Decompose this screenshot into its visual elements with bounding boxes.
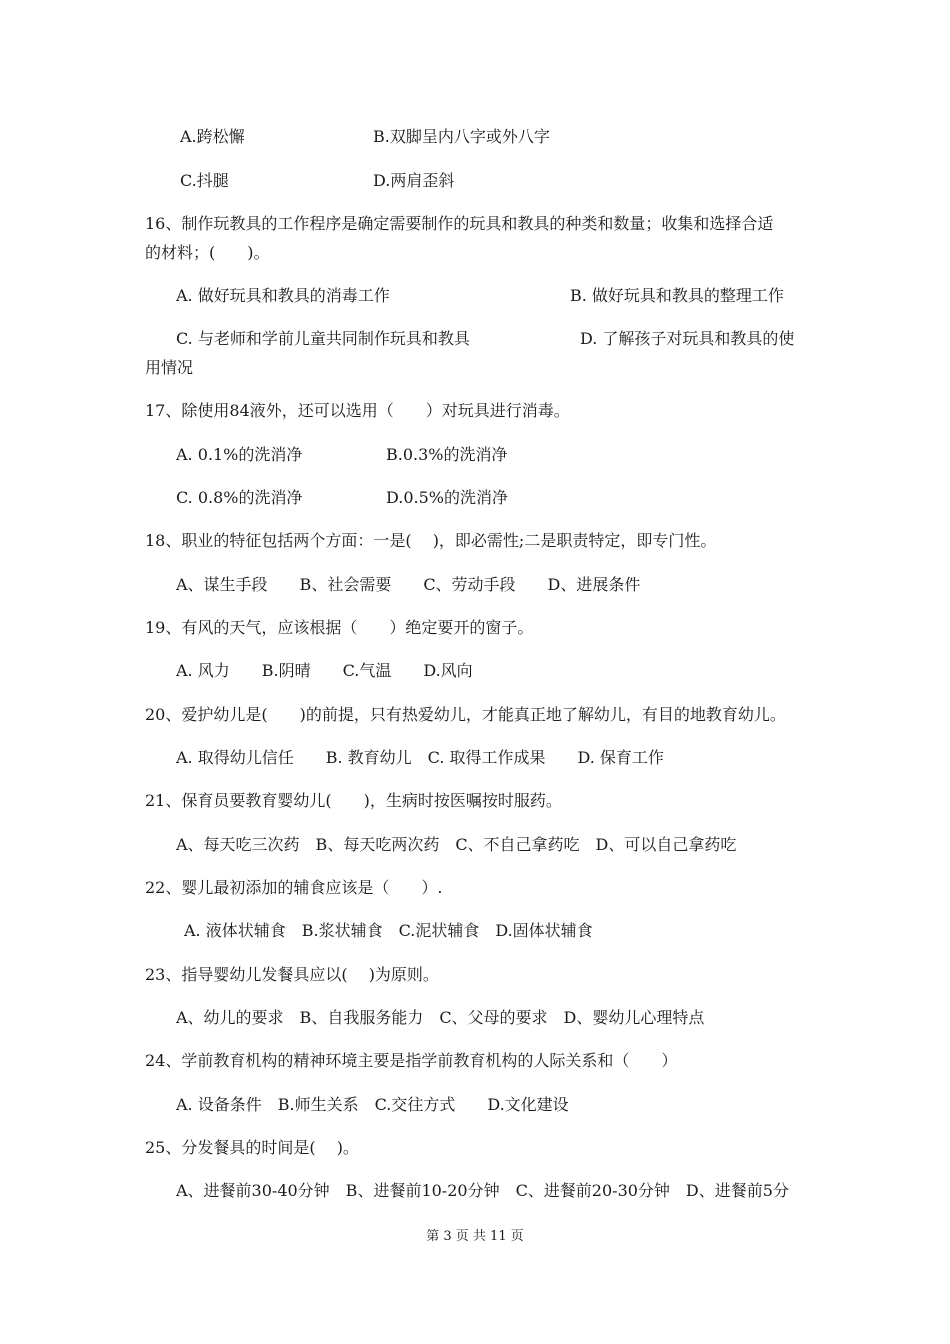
- options-19: A. 风力 B.阴晴 C.气温 D.风向: [176, 661, 473, 680]
- question-19: 19、有风的天气，应该根据（ ）绝定要开的窗子。: [145, 618, 534, 637]
- option-15a: A.跨松懈: [180, 127, 245, 146]
- question-18: 18、职业的特征包括两个方面：一是( )，即必需性;二是职责特定，即专门性。: [145, 531, 717, 550]
- options-21: A、每天吃三次药 B、每天吃两次药 C、不自己拿药吃 D、可以自己拿药吃: [176, 835, 737, 854]
- options-18: A、谋生手段 B、社会需要 C、劳动手段 D、进展条件: [176, 575, 641, 594]
- question-25: 25、分发餐具的时间是( )。: [145, 1138, 359, 1157]
- option-16a: A. 做好玩具和教具的消毒工作: [176, 286, 390, 305]
- option-17b: B.0.3%的洗消净: [386, 445, 508, 464]
- question-17: 17、除使用84液外，还可以选用（ ）对玩具进行消毒。: [145, 401, 570, 420]
- page-footer: 第 3 页 共 11 页: [426, 1229, 524, 1244]
- options-20: A. 取得幼儿信任 B. 教育幼儿 C. 取得工作成果 D. 保育工作: [176, 748, 664, 767]
- option-16b: B. 做好玩具和教具的整理工作: [570, 286, 784, 305]
- option-17a: A. 0.1%的洗消净: [176, 445, 303, 464]
- options-23: A、幼儿的要求 B、自我服务能力 C、父母的要求 D、婴幼儿心理特点: [176, 1008, 705, 1027]
- option-16c: C. 与老师和学前儿童共同制作玩具和教具: [176, 329, 470, 348]
- option-16d: D. 了解孩子对玩具和教具的使: [580, 329, 795, 348]
- options-25: A、进餐前30-40分钟 B、进餐前10-20分钟 C、进餐前20-30分钟 D、进餐前5分: [176, 1181, 789, 1200]
- question-21: 21、保育员要教育婴幼儿( )，生病时按医嘱按时服药。: [145, 791, 562, 810]
- option-17c: C. 0.8%的洗消净: [176, 488, 303, 507]
- option-15c: C.抖腿: [180, 171, 229, 190]
- question-24: 24、学前教育机构的精神环境主要是指学前教育机构的人际关系和（ ）: [145, 1051, 678, 1070]
- option-15b: B.双脚呈内八字或外八字: [373, 127, 550, 146]
- question-16: 16、制作玩教具的工作程序是确定需要制作的玩具和教具的种类和数量；收集和选择合适: [145, 214, 774, 233]
- option-17d: D.0.5%的洗消净: [386, 488, 508, 507]
- question-23: 23、指导婴幼儿发餐具应以( )为原则。: [145, 965, 439, 984]
- option-16d-cont: 用情况: [145, 358, 194, 377]
- question-22: 22、婴儿最初添加的辅食应该是（ ）.: [145, 878, 443, 897]
- options-22: A. 液体状辅食 B.浆状辅食 C.泥状辅食 D.固体状辅食: [184, 921, 593, 940]
- question-20: 20、爱护幼儿是( )的前提，只有热爱幼儿，才能真正地了解幼儿，有目的地教育幼儿。: [145, 705, 786, 724]
- options-24: A. 设备条件 B.师生关系 C.交往方式 D.文化建设: [176, 1095, 569, 1114]
- option-15d: D.两肩歪斜: [373, 171, 455, 190]
- question-16-cont: 的材料；( )。: [145, 243, 270, 262]
